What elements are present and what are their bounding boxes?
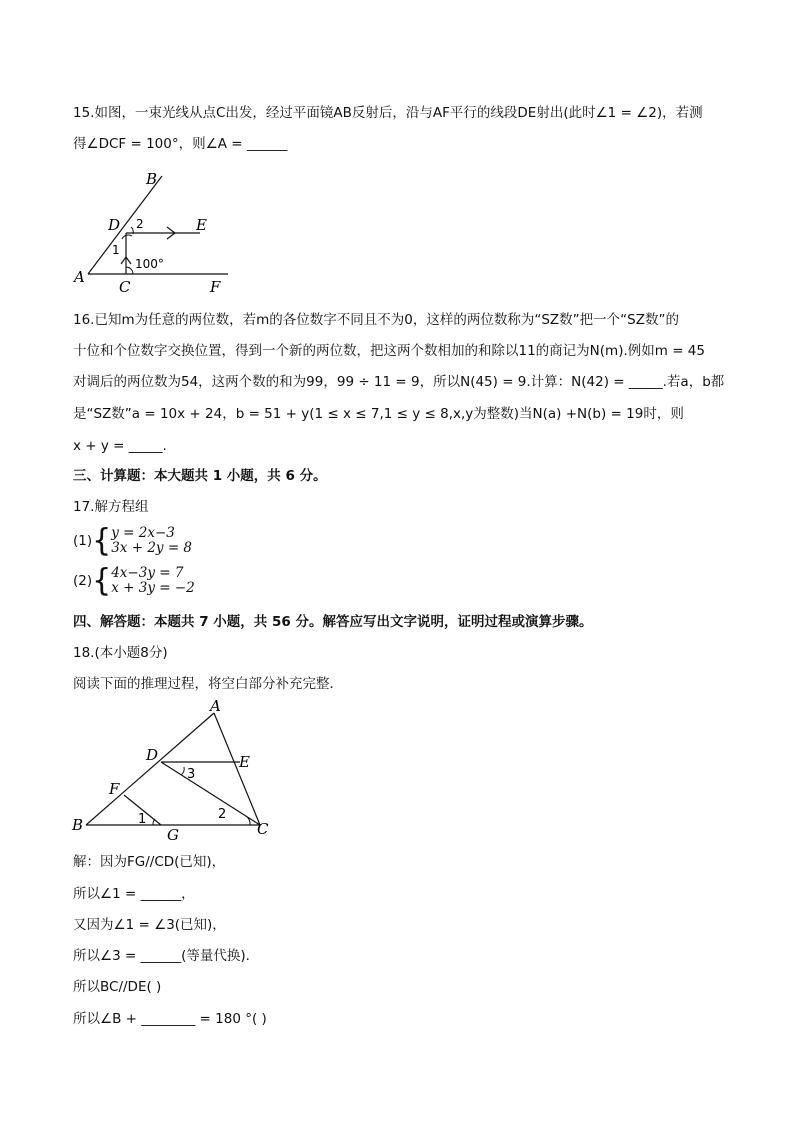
section-3-heading: 三、计算题：本大题共 1 小题，共 6 分。 bbox=[73, 468, 327, 484]
q18-step-1: 解：因为FG//CD(已知)， bbox=[73, 854, 226, 870]
q18-label-a: A bbox=[210, 698, 221, 715]
q16-line-1: 16.已知m为任意的两位数，若m的各位数字不同且不为0，这样的两位数称为“SZ数”把一个“SZ数”的 bbox=[73, 312, 679, 328]
q17-part-2 bbox=[73, 562, 195, 602]
q17-part-2-label: (2) bbox=[73, 573, 93, 589]
q18-step-5: 所以BC//DE( ) bbox=[73, 979, 162, 995]
q18-step-3: 又因为∠1 = ∠3(已知)， bbox=[73, 917, 226, 933]
q16-line-2: 十位和个位数字交换位置，得到一个新的两位数，把这两个数相加的和除以11的商记为N(m).例如m = 45 bbox=[73, 343, 705, 359]
q18-step-6: 所以∠B + ________ = 180 °( ) bbox=[73, 1011, 267, 1027]
q17-part-1-eq-2: 3x + 2y = 8 bbox=[111, 540, 193, 556]
q18-label-d: D bbox=[146, 746, 159, 764]
q15-label-f: F bbox=[210, 278, 221, 296]
q17-part-1-label: (1) bbox=[73, 533, 93, 549]
q17-part-2-eq-1: 4x−3y = 7 bbox=[111, 565, 184, 581]
q18-label-b: B bbox=[72, 816, 84, 834]
q17-part-2-brace: { bbox=[92, 562, 112, 599]
q17-part-1-brace: { bbox=[92, 522, 112, 559]
q17-part-1 bbox=[73, 522, 193, 562]
q15-label-b: B bbox=[146, 170, 158, 188]
q15-label-angle-2: 2 bbox=[136, 217, 144, 231]
q15-line-2: 得∠DCF = 100°，则∠A = ______ bbox=[73, 136, 288, 152]
q15-label-d: D bbox=[108, 216, 121, 234]
section-4-heading: 四、解答题：本题共 7 小题，共 56 分。解答应写出文字说明，证明过程或演算步骤。 bbox=[73, 614, 593, 630]
q18-title: 18.(本小题8分) bbox=[73, 645, 168, 661]
q15-label-angle-1: 1 bbox=[112, 243, 120, 257]
q18-label-angle-3: 3 bbox=[187, 767, 196, 782]
q18-intro: 阅读下面的推理过程，将空白部分补充完整． bbox=[73, 676, 343, 692]
q18-label-f: F bbox=[109, 780, 120, 798]
q16-line-3: 对调后的两位数为54，这两个数的和为99，99 ÷ 11 = 9，所以N(45) = 9.计算：N(42) = _____.若a，b都 bbox=[73, 374, 725, 390]
q18-step-4: 所以∠3 = ______(等量代换)． bbox=[73, 948, 260, 964]
q15-figure bbox=[70, 168, 240, 296]
q18-label-angle-2: 2 bbox=[218, 807, 227, 822]
q18-label-angle-1: 1 bbox=[138, 812, 147, 827]
q15-line-1: 15.如图，一束光线从点C出发，经过平面镜AB反射后，沿与AF平行的线段DE射出(此时∠1 = ∠2)，若测 bbox=[73, 105, 703, 121]
q16-line-4: 是“SZ数”a = 10x + 24，b = 51 + y(1 ≤ x ≤ 7,1 ≤ y ≤ 8,x,y为整数)当N(a) +N(b) = 19时，则 bbox=[73, 406, 684, 422]
q17-title: 17.解方程组 bbox=[73, 499, 149, 515]
q16-line-5: x + y = _____. bbox=[73, 438, 167, 454]
q18-figure bbox=[66, 698, 276, 846]
q15-label-e: E bbox=[196, 216, 207, 234]
q17-part-2-eq-2: x + 3y = −2 bbox=[111, 580, 195, 596]
q18-label-c: C bbox=[257, 820, 269, 838]
q15-label-100deg: 100° bbox=[135, 257, 164, 271]
q18-label-g: G bbox=[167, 826, 179, 844]
q18-step-2: 所以∠1 = ______， bbox=[73, 886, 195, 902]
q17-part-1-eq-1: y = 2x−3 bbox=[111, 525, 175, 541]
q15-label-c: C bbox=[119, 278, 131, 296]
q18-label-e: E bbox=[239, 753, 250, 771]
q15-label-a: A bbox=[74, 268, 85, 286]
